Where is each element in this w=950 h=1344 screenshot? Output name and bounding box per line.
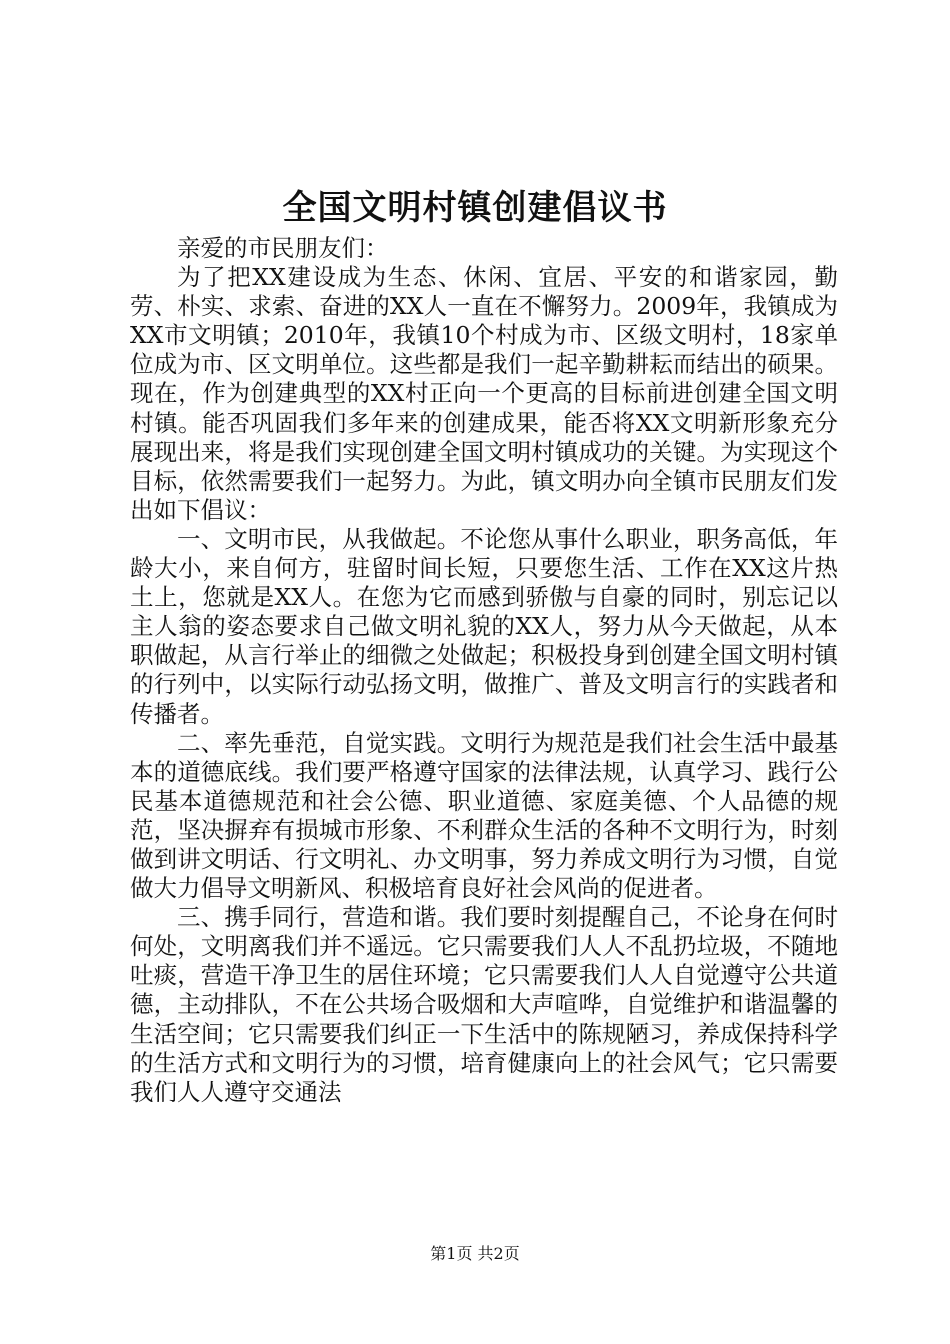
paragraph-intro: 为了把XX建设成为生态、休闲、宜居、平安的和谐家园，勤劳、朴实、求索、奋进的XX人一直在不懈努力。2009年，我镇成为XX市文明镇；2010年，我镇10个村成为市、区级文明村，18家单位成为市、区文明单位。这些都是我们一起辛勤耕耘而结出的硕果。现在，作为创建典型的XX村正向一个更高的目标前进创建全国文明村镇。能否巩固我们多年来的创建成果，能否将XX文明新形象充分展现出来，将是我们实现创建全国文明村镇成功的关键。为实现这个目标，依然需要我们一起努力。为此，镇文明办向全镇市民朋友们发出如下倡议： [130,263,838,524]
paragraph-point-2: 二、率先垂范，自觉实践。文明行为规范是我们社会生活中最基本的道德底线。我们要严格遵守国家的法律法规，认真学习、践行公民基本道德规范和社会公德、职业道德、家庭美德、个人品德的规范，坚决摒弃有损城市形象、不利群众生活的各种不文明行为，时刻做到讲文明话、行文明礼、办文明事，努力养成文明行为习惯，自觉做大力倡导文明新风、积极培育良好社会风尚的促进者。 [130,728,838,903]
page-footer [0,1243,950,1265]
salutation: 亲爱的市民朋友们： [177,234,389,262]
document-title: 全国文明村镇创建倡议书 [282,188,668,228]
paragraph-point-1: 一、文明市民，从我做起。不论您从事什么职业，职务高低，年龄大小，来自何方，驻留时间长短，只要您生活、工作在XX这片热土上，您就是XX人。在您为它而感到骄傲与自豪的同时，别忘记以主人翁的姿态要求自己做文明礼貌的XX人，努力从今天做起，从本职做起，从言行举止的细微之处做起；积极投身到创建全国文明村镇的行列中，以实际行动弘扬文明，做推广、普及文明言行的实践者和传播者。 [130,524,838,728]
document-body [130,234,838,1107]
page-indicator: 第1页 共2页 [430,1244,520,1263]
paragraph-point-3: 三、携手同行，营造和谐。我们要时刻提醒自己，不论身在何时何处，文明离我们并不遥远。它只需要我们人人不乱扔垃圾，不随地吐痰，营造干净卫生的居住环境；它只需要我们人人自觉遵守公共道德，主动排队，不在公共场合吸烟和大声喧哗，自觉维护和谐温馨的生活空间；它只需要我们纠正一下生活中的陈规陋习，养成保持科学的生活方式和文明行为的习惯，培育健康向上的社会风气；它只需要我们人人遵守交通法 [130,903,838,1106]
